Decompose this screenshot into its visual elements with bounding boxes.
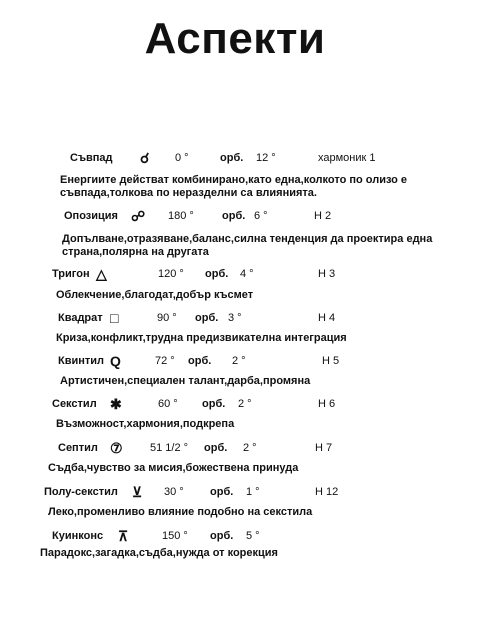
orb-value: 5 ° [246,530,260,542]
aspect-description: Енергиите действат комбинирано,като една,колкото по олизо е съвпада,толкова по неразделни са влиянията. [60,174,408,199]
orb-label: орб. [222,210,246,222]
aspect-degrees: 0 ° [175,152,189,164]
aspect-description: Допълване,отразяване,баланс,силна тенденция да проектира една страна,полярна на другата [62,233,433,258]
orb-value: 2 ° [243,442,257,454]
orb-label: орб. [204,442,228,454]
aspect-degrees: 150 ° [162,530,188,542]
orb-label: орб. [220,152,244,164]
semisextile-icon: ⊻ [132,484,143,500]
aspect-name: Куинконс [52,530,104,542]
aspect-name: Полу-секстил [44,486,118,498]
septile-icon: ⑦ [110,440,123,456]
aspect-description: Леко,променливо влияние подобно на секстила [48,506,313,518]
harmonic-label: Н 6 [318,398,336,410]
aspect-name: Тригон [52,268,90,280]
aspect-row-semisextile [0,486,496,504]
aspect-description: Облекчение,благодат,добър късмет [56,289,254,301]
aspect-description: Парадокс,загадка,съдба,нужда от корекция [40,547,278,559]
harmonic-label: Н 2 [314,210,332,222]
orb-label: орб. [188,355,212,367]
aspect-row-septile [0,442,496,460]
aspect-name: Квадрат [58,312,103,324]
orb-value: 2 ° [238,398,252,410]
aspect-row-opposition [0,210,496,228]
aspect-row-quincunx [0,530,496,548]
sextile-icon: ✱ [110,396,122,412]
aspect-row-conjunction [0,152,496,170]
aspect-row-square [0,312,496,330]
harmonic-label: Н 5 [322,355,340,367]
aspect-name: Секстил [52,398,97,410]
aspect-description: Артистичен,специален талант,дарба,промяна [60,375,311,387]
aspect-description: Криза,конфликт,трудна предизвикателна интеграция [56,332,347,344]
aspect-degrees: 180 ° [168,210,194,222]
aspect-degrees: 72 ° [155,355,175,367]
harmonic-label: хармоник 1 [318,152,376,164]
orb-label: орб. [202,398,226,410]
aspect-row-trine [0,268,496,286]
aspect-degrees: 90 ° [157,312,177,324]
quintile-icon: Q [110,353,121,369]
aspect-degrees: 51 1/2 ° [150,442,189,454]
aspect-degrees: 60 ° [158,398,178,410]
harmonic-label: Н 7 [315,442,333,454]
aspect-name: Септил [58,442,98,454]
orb-value: 12 ° [256,152,276,164]
orb-label: орб. [210,530,234,542]
orb-value: 1 ° [246,486,260,498]
aspect-degrees: 120 ° [158,268,184,280]
opposition-icon: ☍ [131,208,146,224]
square-icon: □ [110,310,119,326]
orb-value: 4 ° [240,268,254,280]
orb-label: орб. [195,312,219,324]
harmonic-label: Н 4 [318,312,336,324]
orb-label: орб. [210,486,234,498]
aspect-name: Съвпад [70,152,113,164]
aspect-row-quintile [0,355,496,373]
orb-value: 3 ° [228,312,242,324]
aspect-degrees: 30 ° [164,486,184,498]
conjunction-icon: ☌ [140,150,150,166]
page-title: Аспекти [144,14,326,63]
quincunx-icon: ⊼ [118,528,129,544]
orb-value: 2 ° [232,355,246,367]
aspect-name: Квинтил [58,355,105,367]
aspect-row-sextile [0,398,496,416]
aspect-name: Опозиция [64,210,118,222]
aspect-description: Съдба,чувство за мисия,божествена принуда [48,462,299,474]
harmonic-label: Н 3 [318,268,336,280]
harmonic-label: Н 12 [315,486,339,498]
aspect-description: Възможност,хармония,подкрепа [56,418,235,430]
orb-value: 6 ° [254,210,268,222]
orb-label: орб. [205,268,229,280]
trine-icon: △ [96,266,107,282]
